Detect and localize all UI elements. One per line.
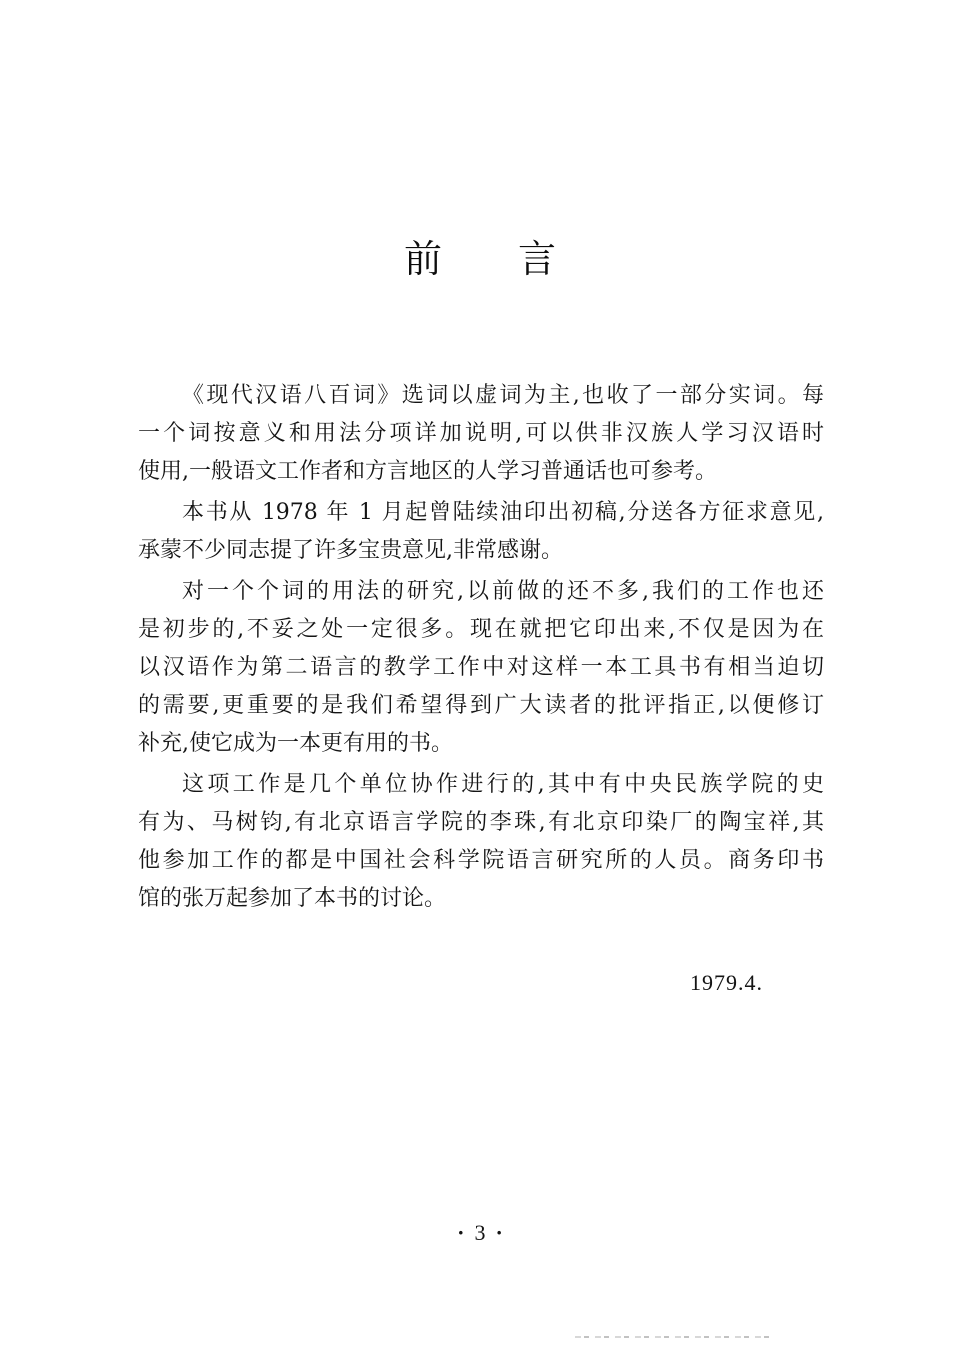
page-title-char: 言 bbox=[518, 237, 557, 281]
paragraph bbox=[138, 377, 824, 491]
text-line: 承蒙不少同志提了许多宝贵意见,非常感谢。 bbox=[138, 538, 563, 563]
date-signature: 1979.4. bbox=[690, 970, 763, 995]
text-line: 以汉语作为第二语言的教学工作中对这样一本工具书有相当迫切 bbox=[138, 655, 824, 680]
page-number-dot-left: · bbox=[457, 1220, 465, 1245]
text-line: 的需要,更重要的是我们希望得到广大读者的批评指正,以便修订 bbox=[138, 693, 824, 718]
page-number-dot-right: · bbox=[495, 1220, 503, 1245]
page-title-char: 前 bbox=[403, 237, 442, 281]
paragraph bbox=[138, 766, 824, 918]
text-line: 对一个个词的用法的研究,以前做的还不多,我们的工作也还 bbox=[182, 579, 824, 604]
text-line: 一个词按意义和用法分项详加说明,可以供非汉族人学习汉语时 bbox=[138, 421, 824, 446]
text-line: 有为、马树钧,有北京语言学院的李珠,有北京印染厂的陶宝祥,其 bbox=[138, 810, 824, 835]
text-line: 是初步的,不妥之处一定很多。现在就把它印出来,不仅是因为在 bbox=[138, 617, 824, 642]
text-line: 他参加工作的都是中国社会科学院语言研究所的人员。商务印书 bbox=[138, 848, 824, 873]
text-line: 补充,使它成为一本更有用的书。 bbox=[138, 731, 453, 756]
page-number bbox=[0, 1218, 960, 1248]
text-line: 《现代汉语八百词》选词以虚词为主,也收了一部分实词。每 bbox=[182, 383, 824, 408]
page-number-value: 3 bbox=[474, 1220, 486, 1245]
page-title bbox=[0, 236, 960, 282]
paragraph bbox=[138, 573, 824, 763]
text-line: 这项工作是几个单位协作进行的,其中有中央民族学院的史 bbox=[182, 772, 824, 797]
scan-artifact-line bbox=[575, 1336, 770, 1338]
text-line: 馆的张万起参加了本书的讨论。 bbox=[138, 886, 447, 911]
preface-body bbox=[138, 377, 824, 918]
text-line: 使用,一般语文工作者和方言地区的人学习普通话也可参考。 bbox=[138, 459, 717, 484]
text-line: 本书从 1978 年 1 月起曾陆续油印出初稿,分送各方征求意见, bbox=[182, 500, 824, 525]
paragraph bbox=[138, 494, 824, 570]
